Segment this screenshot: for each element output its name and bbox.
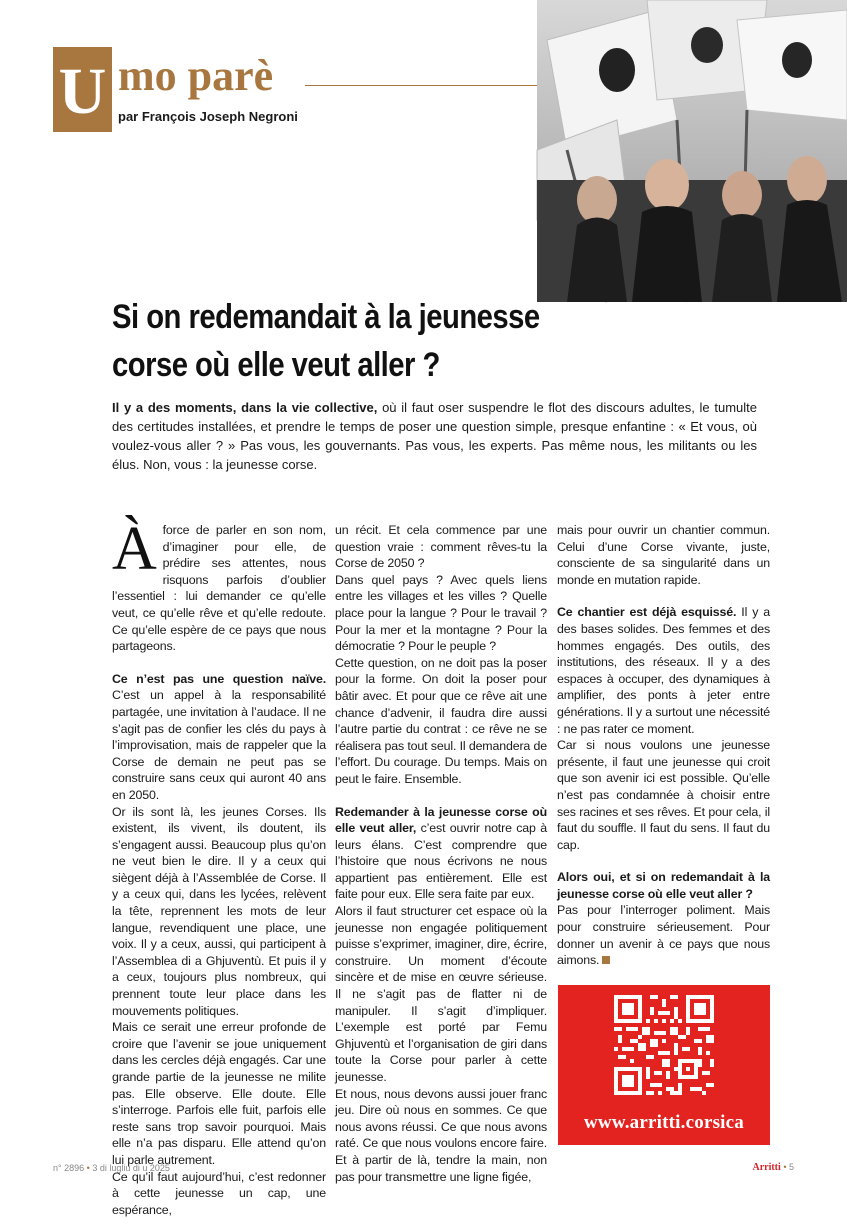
col1-paragraph-2 <box>112 671 326 804</box>
col2-p4-text: c’est ouvrir notre cap à leurs élans. C’est comprendre que l’histoire que nous écrivons ne nous appartient pas entièrement. Elle est faite pour eux. Elle sera faite par eux. <box>335 821 547 902</box>
col1-paragraph-5: Ce qu’il faut aujourd’hui, c’est redonner à cette jeunesse un cap, une espérance, <box>112 1169 326 1217</box>
column-1 <box>112 515 326 1218</box>
intro-body: où il faut oser suspendre le flot des discours adultes, le tumulte des certitudes installées, et prendre le temps de poser une question simple, presque enfantine : « Et vous, où voulez-vous aller ? » Pas vous, les gouvernants. Pas vous, les experts. Pas même nous, les militants ou les élus. Non, vous : la jeunesse corse. <box>112 400 757 472</box>
byline: par François Joseph Negroni <box>118 109 298 124</box>
page-number: 5 <box>788 1162 794 1172</box>
col2-paragraph-6: Et nous, nous devons aussi jouer franc jeu. Dire où nous en sommes. Ce que nous avons réussi. Ce que nous avons raté. Ce que nous voulons encore faire. Et à partir de là, tendre la main, non pas pour transmettre une ligne figée, <box>335 1086 547 1184</box>
col2-paragraph-2: Dans quel pays ? Avec quels liens entre les villages et les villes ? Quelle place pour la langue ? Pour le travail ? Pour la mer et la montagne ? Pour la démocratie ? Pour le peuple ? <box>335 572 547 654</box>
qr-advert[interactable] <box>558 985 770 1145</box>
col3-paragraph-2 <box>557 604 770 737</box>
header-rule <box>305 85 555 86</box>
col3-paragraph-3: Car si nous voulons une jeunesse présente, il faut une jeunesse qui croit que son avenir ici est possible. Qu’elle n’est pas condamnée à choisir entre ses racines et ses rêves. Et pour cela, il faut du souffle. Il faut du sens. Il faut du cap. <box>557 738 770 852</box>
col1-paragraph-4: Mais ce serait une erreur profonde de croire que l’avenir se joue uniquement dans les cercles déjà engagés. Car une grande partie de la jeunesse ne milite pas. Elle observe. Elle doute. Elle s’interroge. Parfois elle fuit, parfois elle reste sans trop savoir pourquoi. Mais elle n’a pas disparu. Elle attend qu’on lui parle autrement. <box>112 1020 326 1167</box>
column-3 <box>557 522 770 969</box>
footer-bullet-icon-2: • <box>783 1162 787 1172</box>
intro-lead: Il y a des moments, dans la vie collective, <box>112 400 378 415</box>
title-line-2: corse où elle veut aller ? <box>112 346 440 384</box>
col1-p2-text: C’est un appel à la responsabilité partagée, une invitation à l’audace. Il ne s’agit pas de confier les clés du pays à l’improvisation, mais de rappeler que la Corse de demain ne peut pas se construire sans ceux qui auront 40 ans en 2050. <box>112 688 326 802</box>
col2-paragraph-5: Alors il faut structurer cet espace où la jeunesse non engagée politiquement puisse s’exprimer, imaginer, dire, écrire, construire. Un moment d’écoute sincère et de mise en œuvre sérieuse. Il ne s’agit pas de flatter ni de manipuler. Il s’agit d’impliquer. L’exemple est porté par Femu Ghjuventù et l’organisation de giri dans toute la Corse pour parler à cette jeunesse. <box>335 904 547 1084</box>
issue-date: 3 di lugliu di u 2025 <box>92 1163 170 1173</box>
col3-paragraph-4 <box>557 902 770 968</box>
article-intro <box>112 398 757 474</box>
qr-code-icon[interactable] <box>614 995 714 1095</box>
col3-subhead-1: Ce chantier est déjà esquissé. <box>557 605 737 620</box>
end-of-article-icon <box>602 956 610 964</box>
col1-p1-text: force de parler en son nom, d’imaginer pour elle, de prédire ses attentes, nous risquons parfois d’oublier l’essentiel : lui demander ce qu’elle veut, ce qu’elle rêve et qu’elle redoute. Ce qu’elle espère de ce pays que nous partageons. <box>112 523 326 654</box>
column-2 <box>335 522 547 1185</box>
col1-subhead: Ce n’est pas une question naïve. <box>112 671 326 686</box>
col3-paragraph-1: mais pour ouvrir un chantier commun. Celui d’une Corse vivante, juste, consciente de sa singularité dans un monde en mutation rapide. <box>557 523 770 587</box>
col2-paragraph-4 <box>335 804 547 904</box>
title-line-1: Si on redemandait à la jeunesse <box>112 298 540 336</box>
logo-letter: U <box>58 54 107 128</box>
issue-number: n° 2896 <box>53 1163 85 1173</box>
column-name: mo parè <box>118 51 274 100</box>
footer-issue <box>53 1163 170 1173</box>
col2-paragraph-1: un récit. Et cela commence par une question vraie : comment rêves-tu la Corse de 2050 ? <box>335 523 547 571</box>
col1-paragraph-3: Or ils sont là, les jeunes Corses. Ils existent, ils vivent, ils doutent, ils s’engagent aussi. Beaucoup plus qu’on ne veut bien le dire. Il y a ceux qui siègent déjà à l’Assemblée de Corse. Il y a ceux qui, dans les lycées, relèvent la tête, reprennent les mots de leur langue, revendiquent une place, une voix. Il y a ceux, aussi, qui participent à l’Assemblea di a Ghjuventù. Et puis il y a ceux, toujours plus nombreux, qui prennent toute leur place dans les mouvements politiques. <box>112 804 326 1018</box>
col3-p4-text: Pas pour l’interroger poliment. Mais pour construire sérieusement. Pour donner un avenir à ce pays que nous aimons. <box>557 903 770 968</box>
col2-paragraph-3: Cette question, on ne doit pas la poser pour la forme. On doit la poser pour bâtir avec. Et pour que ce rêve ait une chance d’advenir, il faudra dire aussi l’autre partie du contrat : ce rêve ne se réalisera pas tout seul. Il demandera de l’effort. Du courage. Du temps. Mais on peut le faire. Ensemble. <box>335 655 547 786</box>
col2-subhead: Redemander à la jeunesse corse où elle veut aller, <box>335 804 547 836</box>
footer-bullet-icon: • <box>86 1163 90 1173</box>
website-link[interactable]: www.arritti.corsica <box>584 1112 744 1133</box>
col1-paragraph-1 <box>112 515 326 655</box>
footer-brand: Arritti <box>752 1162 781 1173</box>
crowd-flags-image <box>537 0 847 302</box>
col3-subhead-2 <box>557 869 770 902</box>
column-logo <box>53 47 112 132</box>
footer-page <box>752 1162 794 1173</box>
col3-p2-text: Il y a des bases solides. Des femmes et des hommes engagés. Des outils, des institutions, des réseaux. Il y a des espaces à occuper, des dynamiques à amplifier, des ponts à jeter entre générations. Il y a surtout une nécessité : ne pas rater ce moment. <box>557 605 770 736</box>
header-photo <box>537 0 847 302</box>
dropcap: À <box>112 515 157 583</box>
col3-subhead-2-text: Alors oui, et si on redemandait à la jeunesse corse où elle veut aller ? <box>557 870 770 901</box>
article-title <box>112 293 594 389</box>
